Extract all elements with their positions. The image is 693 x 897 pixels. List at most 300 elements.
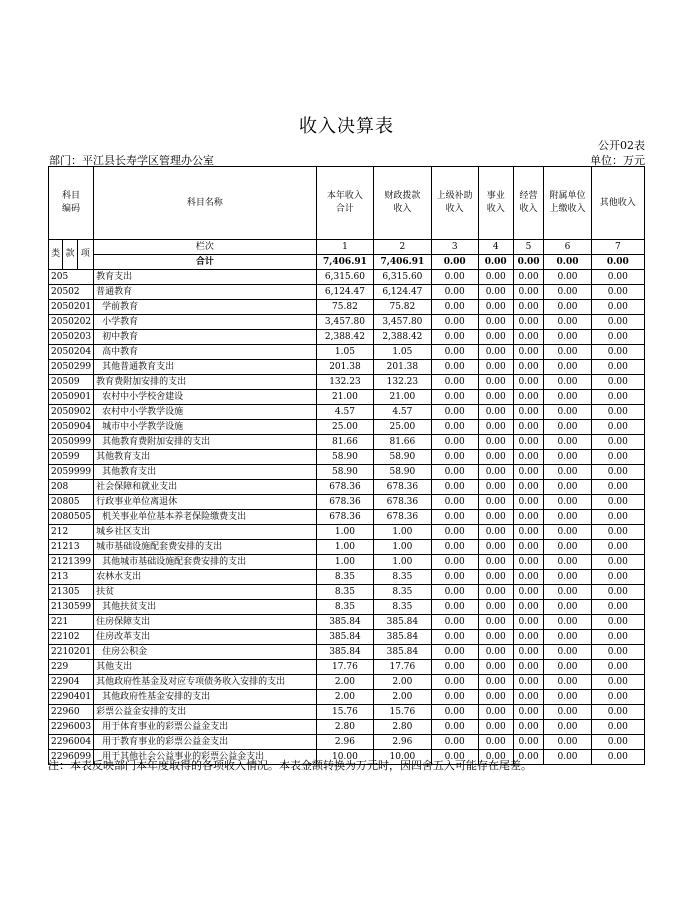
subject-name: 普通教育 (94, 285, 317, 300)
table-row (49, 390, 645, 405)
table-row (49, 735, 645, 750)
table-row (49, 660, 645, 675)
table-row (49, 405, 645, 420)
amount-cell: 0.00 (513, 435, 544, 450)
amount-cell: 0.00 (478, 480, 513, 495)
header-c6: 附属单位 上缴收入 (544, 167, 591, 240)
amount-cell: 0.00 (513, 720, 544, 735)
amount-cell: 58.90 (316, 465, 373, 480)
amount-cell: 0.00 (431, 660, 478, 675)
amount-cell: 0.00 (431, 735, 478, 750)
subject-name: 城市基础设施配套费安排的支出 (94, 540, 317, 555)
amount-cell: 0.00 (478, 645, 513, 660)
subject-name: 用于体育事业的彩票公益金支出 (94, 720, 317, 735)
amount-cell: 8.35 (374, 600, 431, 615)
subject-name: 行政事业单位离退休 (94, 495, 317, 510)
amount-cell: 0.00 (513, 270, 544, 285)
amount-cell: 15.76 (374, 705, 431, 720)
col-number: 1 (316, 240, 373, 255)
subject-name: 教育支出 (94, 270, 317, 285)
amount-cell: 0.00 (591, 285, 644, 300)
amount-cell: 0.00 (544, 390, 591, 405)
amount-cell: 0.00 (591, 360, 644, 375)
subject-code: 21305 (49, 585, 94, 600)
table-row (49, 465, 645, 480)
amount-cell: 0.00 (544, 435, 591, 450)
amount-cell: 0.00 (513, 705, 544, 720)
amount-cell: 0.00 (591, 720, 644, 735)
amount-cell: 1.05 (374, 345, 431, 360)
amount-cell: 0.00 (478, 495, 513, 510)
amount-cell: 0.00 (544, 285, 591, 300)
amount-cell: 0.00 (478, 315, 513, 330)
col-number: 5 (513, 240, 544, 255)
table-row (49, 705, 645, 720)
subject-name: 扶贫 (94, 585, 317, 600)
amount-cell: 0.00 (431, 330, 478, 345)
amount-cell: 0.00 (431, 630, 478, 645)
header-row (49, 167, 645, 240)
table-row (49, 285, 645, 300)
table-row (49, 480, 645, 495)
amount-cell: 8.35 (316, 600, 373, 615)
amount-cell: 0.00 (431, 645, 478, 660)
table-row (49, 420, 645, 435)
amount-cell: 0.00 (431, 690, 478, 705)
subject-name: 其他教育费附加安排的支出 (94, 435, 317, 450)
subject-code: 2130599 (49, 600, 94, 615)
amount-cell: 8.35 (374, 570, 431, 585)
amount-cell: 0.00 (431, 390, 478, 405)
amount-cell: 17.76 (374, 660, 431, 675)
header-c1: 本年收入 合计 (316, 167, 373, 240)
amount-cell: 0.00 (431, 615, 478, 630)
header-code: 科目 编码 (49, 167, 94, 240)
amount-cell: 678.36 (374, 495, 431, 510)
col-number: 7 (591, 240, 644, 255)
amount-cell: 0.00 (478, 390, 513, 405)
subject-name: 教育费附加安排的支出 (94, 375, 317, 390)
amount-cell: 0.00 (513, 525, 544, 540)
total-value: 0.00 (544, 255, 591, 270)
amount-cell: 3,457.80 (316, 315, 373, 330)
table-row (49, 315, 645, 330)
amount-cell: 0.00 (513, 480, 544, 495)
amount-cell: 0.00 (544, 630, 591, 645)
col-number: 2 (374, 240, 431, 255)
amount-cell: 0.00 (478, 450, 513, 465)
amount-cell: 0.00 (513, 330, 544, 345)
amount-cell: 0.00 (431, 525, 478, 540)
amount-cell: 81.66 (374, 435, 431, 450)
amount-cell: 132.23 (316, 375, 373, 390)
subject-name: 其他政府性基金及对应专项债务收入安排的支出 (94, 675, 317, 690)
amount-cell: 0.00 (431, 510, 478, 525)
subject-code: 213 (49, 570, 94, 585)
amount-cell: 0.00 (544, 615, 591, 630)
amount-cell: 0.00 (591, 705, 644, 720)
amount-cell: 0.00 (591, 555, 644, 570)
total-value: 0.00 (478, 255, 513, 270)
amount-cell: 0.00 (478, 675, 513, 690)
subject-code: 20599 (49, 450, 94, 465)
amount-cell: 1.00 (316, 555, 373, 570)
amount-cell: 0.00 (431, 345, 478, 360)
amount-cell: 0.00 (431, 435, 478, 450)
amount-cell: 0.00 (478, 630, 513, 645)
subject-code: 2050902 (49, 405, 94, 420)
amount-cell: 678.36 (316, 495, 373, 510)
subject-code: 20509 (49, 375, 94, 390)
amount-cell: 2.80 (316, 720, 373, 735)
amount-cell: 0.00 (544, 480, 591, 495)
subject-name: 其他普通教育支出 (94, 360, 317, 375)
table-row (49, 615, 645, 630)
amount-cell: 0.00 (544, 405, 591, 420)
amount-cell: 0.00 (513, 645, 544, 660)
total-value: 0.00 (513, 255, 544, 270)
amount-cell: 0.00 (591, 750, 644, 765)
table-row (49, 300, 645, 315)
subject-code: 2050201 (49, 300, 94, 315)
amount-cell: 0.00 (544, 450, 591, 465)
subject-code: 20502 (49, 285, 94, 300)
amount-cell: 0.00 (478, 750, 513, 765)
subject-name: 其他扶贫支出 (94, 600, 317, 615)
amount-cell: 0.00 (431, 555, 478, 570)
page-title: 收入决算表 (299, 116, 394, 137)
amount-cell: 81.66 (316, 435, 373, 450)
amount-cell: 0.00 (478, 375, 513, 390)
table-row (49, 345, 645, 360)
amount-cell: 0.00 (591, 585, 644, 600)
amount-cell: 0.00 (591, 450, 644, 465)
amount-cell: 0.00 (431, 450, 478, 465)
subject-code: 2296099 (49, 750, 94, 765)
total-label: 合计 (94, 255, 317, 270)
subject-name: 城乡社区支出 (94, 525, 317, 540)
amount-cell: 0.00 (478, 540, 513, 555)
amount-cell: 0.00 (478, 360, 513, 375)
amount-cell: 1.00 (316, 525, 373, 540)
amount-cell: 0.00 (544, 270, 591, 285)
amount-cell: 0.00 (478, 405, 513, 420)
amount-cell: 0.00 (431, 600, 478, 615)
amount-cell: 0.00 (544, 360, 591, 375)
amount-cell: 0.00 (478, 615, 513, 630)
amount-cell: 0.00 (591, 315, 644, 330)
subject-name: 其他支出 (94, 660, 317, 675)
amount-cell: 0.00 (591, 540, 644, 555)
table-row (49, 450, 645, 465)
col-number: 6 (544, 240, 591, 255)
amount-cell: 2.96 (316, 735, 373, 750)
amount-cell: 6,315.60 (374, 270, 431, 285)
total-value: 0.00 (431, 255, 478, 270)
amount-cell: 0.00 (591, 300, 644, 315)
amount-cell: 0.00 (478, 705, 513, 720)
amount-cell: 0.00 (513, 420, 544, 435)
amount-cell: 0.00 (591, 735, 644, 750)
amount-cell: 0.00 (513, 615, 544, 630)
amount-cell: 0.00 (544, 540, 591, 555)
amount-cell: 0.00 (478, 300, 513, 315)
amount-cell: 58.90 (316, 450, 373, 465)
amount-cell: 0.00 (544, 675, 591, 690)
amount-cell: 4.57 (374, 405, 431, 420)
table-row (49, 630, 645, 645)
amount-cell: 0.00 (544, 750, 591, 765)
amount-cell: 0.00 (591, 525, 644, 540)
total-value: 7,406.91 (316, 255, 373, 270)
subject-name: 其他教育支出 (94, 450, 317, 465)
amount-cell: 4.57 (316, 405, 373, 420)
amount-cell: 0.00 (513, 510, 544, 525)
amount-cell: 1.00 (374, 525, 431, 540)
amount-cell: 0.00 (431, 300, 478, 315)
amount-cell: 58.90 (374, 465, 431, 480)
amount-cell: 25.00 (316, 420, 373, 435)
amount-cell: 0.00 (544, 465, 591, 480)
amount-cell: 0.00 (431, 420, 478, 435)
header-c7: 其他收入 (591, 167, 644, 240)
amount-cell: 0.00 (591, 390, 644, 405)
table-row (49, 435, 645, 450)
subject-name: 城市中小学教学设施 (94, 420, 317, 435)
amount-cell: 0.00 (513, 750, 544, 765)
subject-name: 住房改革支出 (94, 630, 317, 645)
amount-cell: 75.82 (374, 300, 431, 315)
table-row (49, 375, 645, 390)
amount-cell: 0.00 (431, 705, 478, 720)
col-number: 3 (431, 240, 478, 255)
amount-cell: 0.00 (478, 660, 513, 675)
subject-code: 22960 (49, 705, 94, 720)
subject-name: 机关事业单位基本养老保险缴费支出 (94, 510, 317, 525)
amount-cell: 0.00 (513, 675, 544, 690)
amount-cell: 0.00 (591, 435, 644, 450)
amount-cell: 15.76 (316, 705, 373, 720)
amount-cell: 1.00 (374, 540, 431, 555)
income-table (48, 166, 645, 765)
amount-cell: 0.00 (544, 690, 591, 705)
subject-code: 205 (49, 270, 94, 285)
amount-cell: 0.00 (431, 360, 478, 375)
col-number: 4 (478, 240, 513, 255)
footnote: 注：本表反映部门本年度取得的各项收入情况。本表金额转换为万元时，因四舍五入可能存在尾差。 (48, 759, 532, 772)
amount-cell: 0.00 (513, 555, 544, 570)
table-row (49, 675, 645, 690)
subject-code: 2121399 (49, 555, 94, 570)
amount-cell: 0.00 (544, 525, 591, 540)
subject-code: 2080505 (49, 510, 94, 525)
table-row (49, 330, 645, 345)
header-xiang: 项 (77, 240, 93, 270)
amount-cell: 0.00 (591, 405, 644, 420)
table-row (49, 495, 645, 510)
amount-cell: 1.05 (316, 345, 373, 360)
amount-cell: 0.00 (544, 510, 591, 525)
amount-cell: 6,124.47 (374, 285, 431, 300)
amount-cell: 0.00 (513, 540, 544, 555)
amount-cell: 1.00 (316, 540, 373, 555)
amount-cell: 0.00 (478, 555, 513, 570)
amount-cell: 21.00 (374, 390, 431, 405)
amount-cell: 201.38 (374, 360, 431, 375)
amount-cell: 1.00 (374, 555, 431, 570)
amount-cell: 0.00 (513, 600, 544, 615)
amount-cell: 0.00 (544, 570, 591, 585)
amount-cell: 0.00 (513, 690, 544, 705)
amount-cell: 0.00 (478, 585, 513, 600)
amount-cell: 0.00 (591, 660, 644, 675)
amount-cell: 0.00 (513, 450, 544, 465)
amount-cell: 0.00 (513, 660, 544, 675)
table-row (49, 690, 645, 705)
header-c3: 上级补助 收入 (431, 167, 478, 240)
amount-cell: 0.00 (478, 420, 513, 435)
amount-cell: 678.36 (316, 480, 373, 495)
subject-code: 2050904 (49, 420, 94, 435)
amount-cell: 0.00 (513, 300, 544, 315)
subject-code: 2050204 (49, 345, 94, 360)
amount-cell: 0.00 (544, 555, 591, 570)
amount-cell: 25.00 (374, 420, 431, 435)
subject-code: 2210201 (49, 645, 94, 660)
amount-cell: 0.00 (544, 315, 591, 330)
subject-name: 初中教育 (94, 330, 317, 345)
subject-code: 221 (49, 615, 94, 630)
subject-name: 小学教育 (94, 315, 317, 330)
amount-cell: 0.00 (591, 675, 644, 690)
subject-name: 高中教育 (94, 345, 317, 360)
amount-cell: 8.35 (374, 585, 431, 600)
amount-cell: 0.00 (544, 585, 591, 600)
amount-cell: 0.00 (478, 285, 513, 300)
amount-cell: 0.00 (478, 720, 513, 735)
table-row (49, 720, 645, 735)
amount-cell: 0.00 (478, 330, 513, 345)
subject-code: 2050999 (49, 435, 94, 450)
header-c2: 财政拨款 收入 (374, 167, 431, 240)
amount-cell: 0.00 (591, 465, 644, 480)
amount-cell: 2,388.42 (316, 330, 373, 345)
amount-cell: 0.00 (431, 315, 478, 330)
amount-cell: 385.84 (316, 615, 373, 630)
amount-cell: 0.00 (431, 720, 478, 735)
subject-code: 2050203 (49, 330, 94, 345)
subject-name: 彩票公益金安排的支出 (94, 705, 317, 720)
amount-cell: 0.00 (544, 420, 591, 435)
amount-cell: 0.00 (513, 345, 544, 360)
amount-cell: 0.00 (478, 435, 513, 450)
amount-cell: 0.00 (591, 690, 644, 705)
amount-cell: 0.00 (513, 375, 544, 390)
header-c5: 经营 收入 (513, 167, 544, 240)
amount-cell: 10.00 (374, 750, 431, 765)
amount-cell: 0.00 (478, 690, 513, 705)
amount-cell: 2,388.42 (374, 330, 431, 345)
amount-cell: 0.00 (478, 525, 513, 540)
subject-code: 20805 (49, 495, 94, 510)
amount-cell: 58.90 (374, 450, 431, 465)
header-lei: 类 (49, 240, 63, 270)
subject-code: 2296004 (49, 735, 94, 750)
amount-cell: 0.00 (591, 495, 644, 510)
amount-cell: 0.00 (513, 285, 544, 300)
amount-cell: 0.00 (478, 465, 513, 480)
amount-cell: 0.00 (478, 735, 513, 750)
amount-cell: 0.00 (431, 375, 478, 390)
amount-cell: 0.00 (431, 570, 478, 585)
amount-cell: 2.00 (316, 675, 373, 690)
amount-cell: 0.00 (513, 360, 544, 375)
amount-cell: 0.00 (544, 660, 591, 675)
amount-cell: 0.00 (478, 600, 513, 615)
subject-code: 2050901 (49, 390, 94, 405)
amount-cell: 17.76 (316, 660, 373, 675)
amount-cell: 0.00 (431, 465, 478, 480)
amount-cell: 0.00 (591, 345, 644, 360)
subject-name: 学前教育 (94, 300, 317, 315)
amount-cell: 0.00 (513, 465, 544, 480)
subject-code: 22904 (49, 675, 94, 690)
amount-cell: 3,457.80 (374, 315, 431, 330)
amount-cell: 0.00 (431, 495, 478, 510)
subject-name: 其他城市基础设施配套费安排的支出 (94, 555, 317, 570)
amount-cell: 0.00 (544, 300, 591, 315)
amount-cell: 2.00 (374, 690, 431, 705)
amount-cell: 2.96 (374, 735, 431, 750)
amount-cell: 0.00 (544, 720, 591, 735)
amount-cell: 0.00 (513, 570, 544, 585)
amount-cell: 0.00 (591, 570, 644, 585)
amount-cell: 0.00 (513, 585, 544, 600)
amount-cell: 8.35 (316, 570, 373, 585)
amount-cell: 0.00 (431, 270, 478, 285)
table-row (49, 510, 645, 525)
table-code: 公开02表 (598, 139, 645, 152)
subject-code: 212 (49, 525, 94, 540)
amount-cell: 201.38 (316, 360, 373, 375)
subject-code: 21213 (49, 540, 94, 555)
amount-cell: 0.00 (591, 615, 644, 630)
amount-cell: 75.82 (316, 300, 373, 315)
amount-cell: 0.00 (431, 540, 478, 555)
unit-label: 单位：万元 (590, 154, 645, 167)
amount-cell: 0.00 (431, 585, 478, 600)
table-row (49, 585, 645, 600)
table-row (49, 270, 645, 285)
amount-cell: 0.00 (544, 345, 591, 360)
amount-cell: 385.84 (316, 630, 373, 645)
amount-cell: 0.00 (478, 270, 513, 285)
subject-code: 208 (49, 480, 94, 495)
table-row (49, 525, 645, 540)
total-value: 7,406.91 (374, 255, 431, 270)
amount-cell: 0.00 (431, 405, 478, 420)
table-row (49, 570, 645, 585)
amount-cell: 0.00 (544, 645, 591, 660)
total-value: 0.00 (591, 255, 644, 270)
amount-cell: 2.00 (316, 690, 373, 705)
amount-cell: 0.00 (591, 420, 644, 435)
subject-code: 2050299 (49, 360, 94, 375)
amount-cell: 0.00 (591, 600, 644, 615)
amount-cell: 0.00 (513, 495, 544, 510)
amount-cell: 385.84 (374, 630, 431, 645)
subject-name: 住房公积金 (94, 645, 317, 660)
